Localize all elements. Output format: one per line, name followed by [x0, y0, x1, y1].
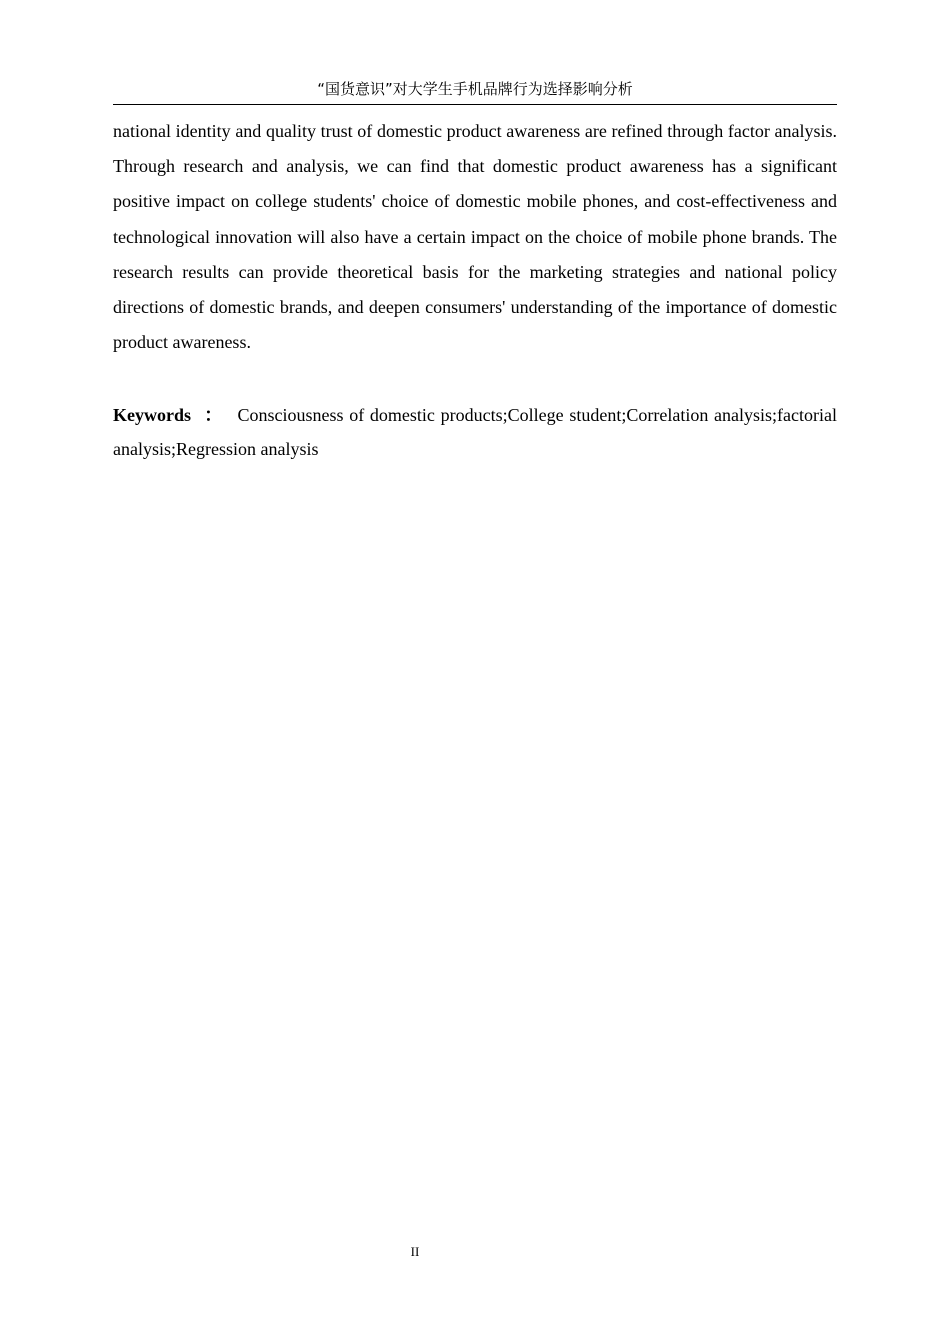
abstract-paragraph: national identity and quality trust of domestic product awareness are refined through factor analysis. Through research and analysis, we can find that domestic product awareness has a significant positive impact on college students' choice of domestic mobile phones, and cost-effectiveness and technological innovation will also have a certain impact on the choice of mobile phone brands. The research results can provide theoretical basis for the marketing strategies and national policy directions of domestic brands, and deepen consumers' understanding of the importance of domestic product awareness.: [113, 121, 837, 353]
keywords-paragraph: [113, 398, 837, 466]
page-number: II: [410, 1244, 420, 1259]
header-title: “国货意识”对大学生手机品牌行为选择影响分析: [317, 80, 633, 98]
page-header: [113, 78, 837, 105]
keywords-colon: ：: [203, 405, 224, 425]
keywords-label: Keywords: [113, 405, 191, 425]
keywords-list: Consciousness of domestic products;College student;Correlation analysis;factorial analysis;Regression analysis: [113, 405, 838, 459]
